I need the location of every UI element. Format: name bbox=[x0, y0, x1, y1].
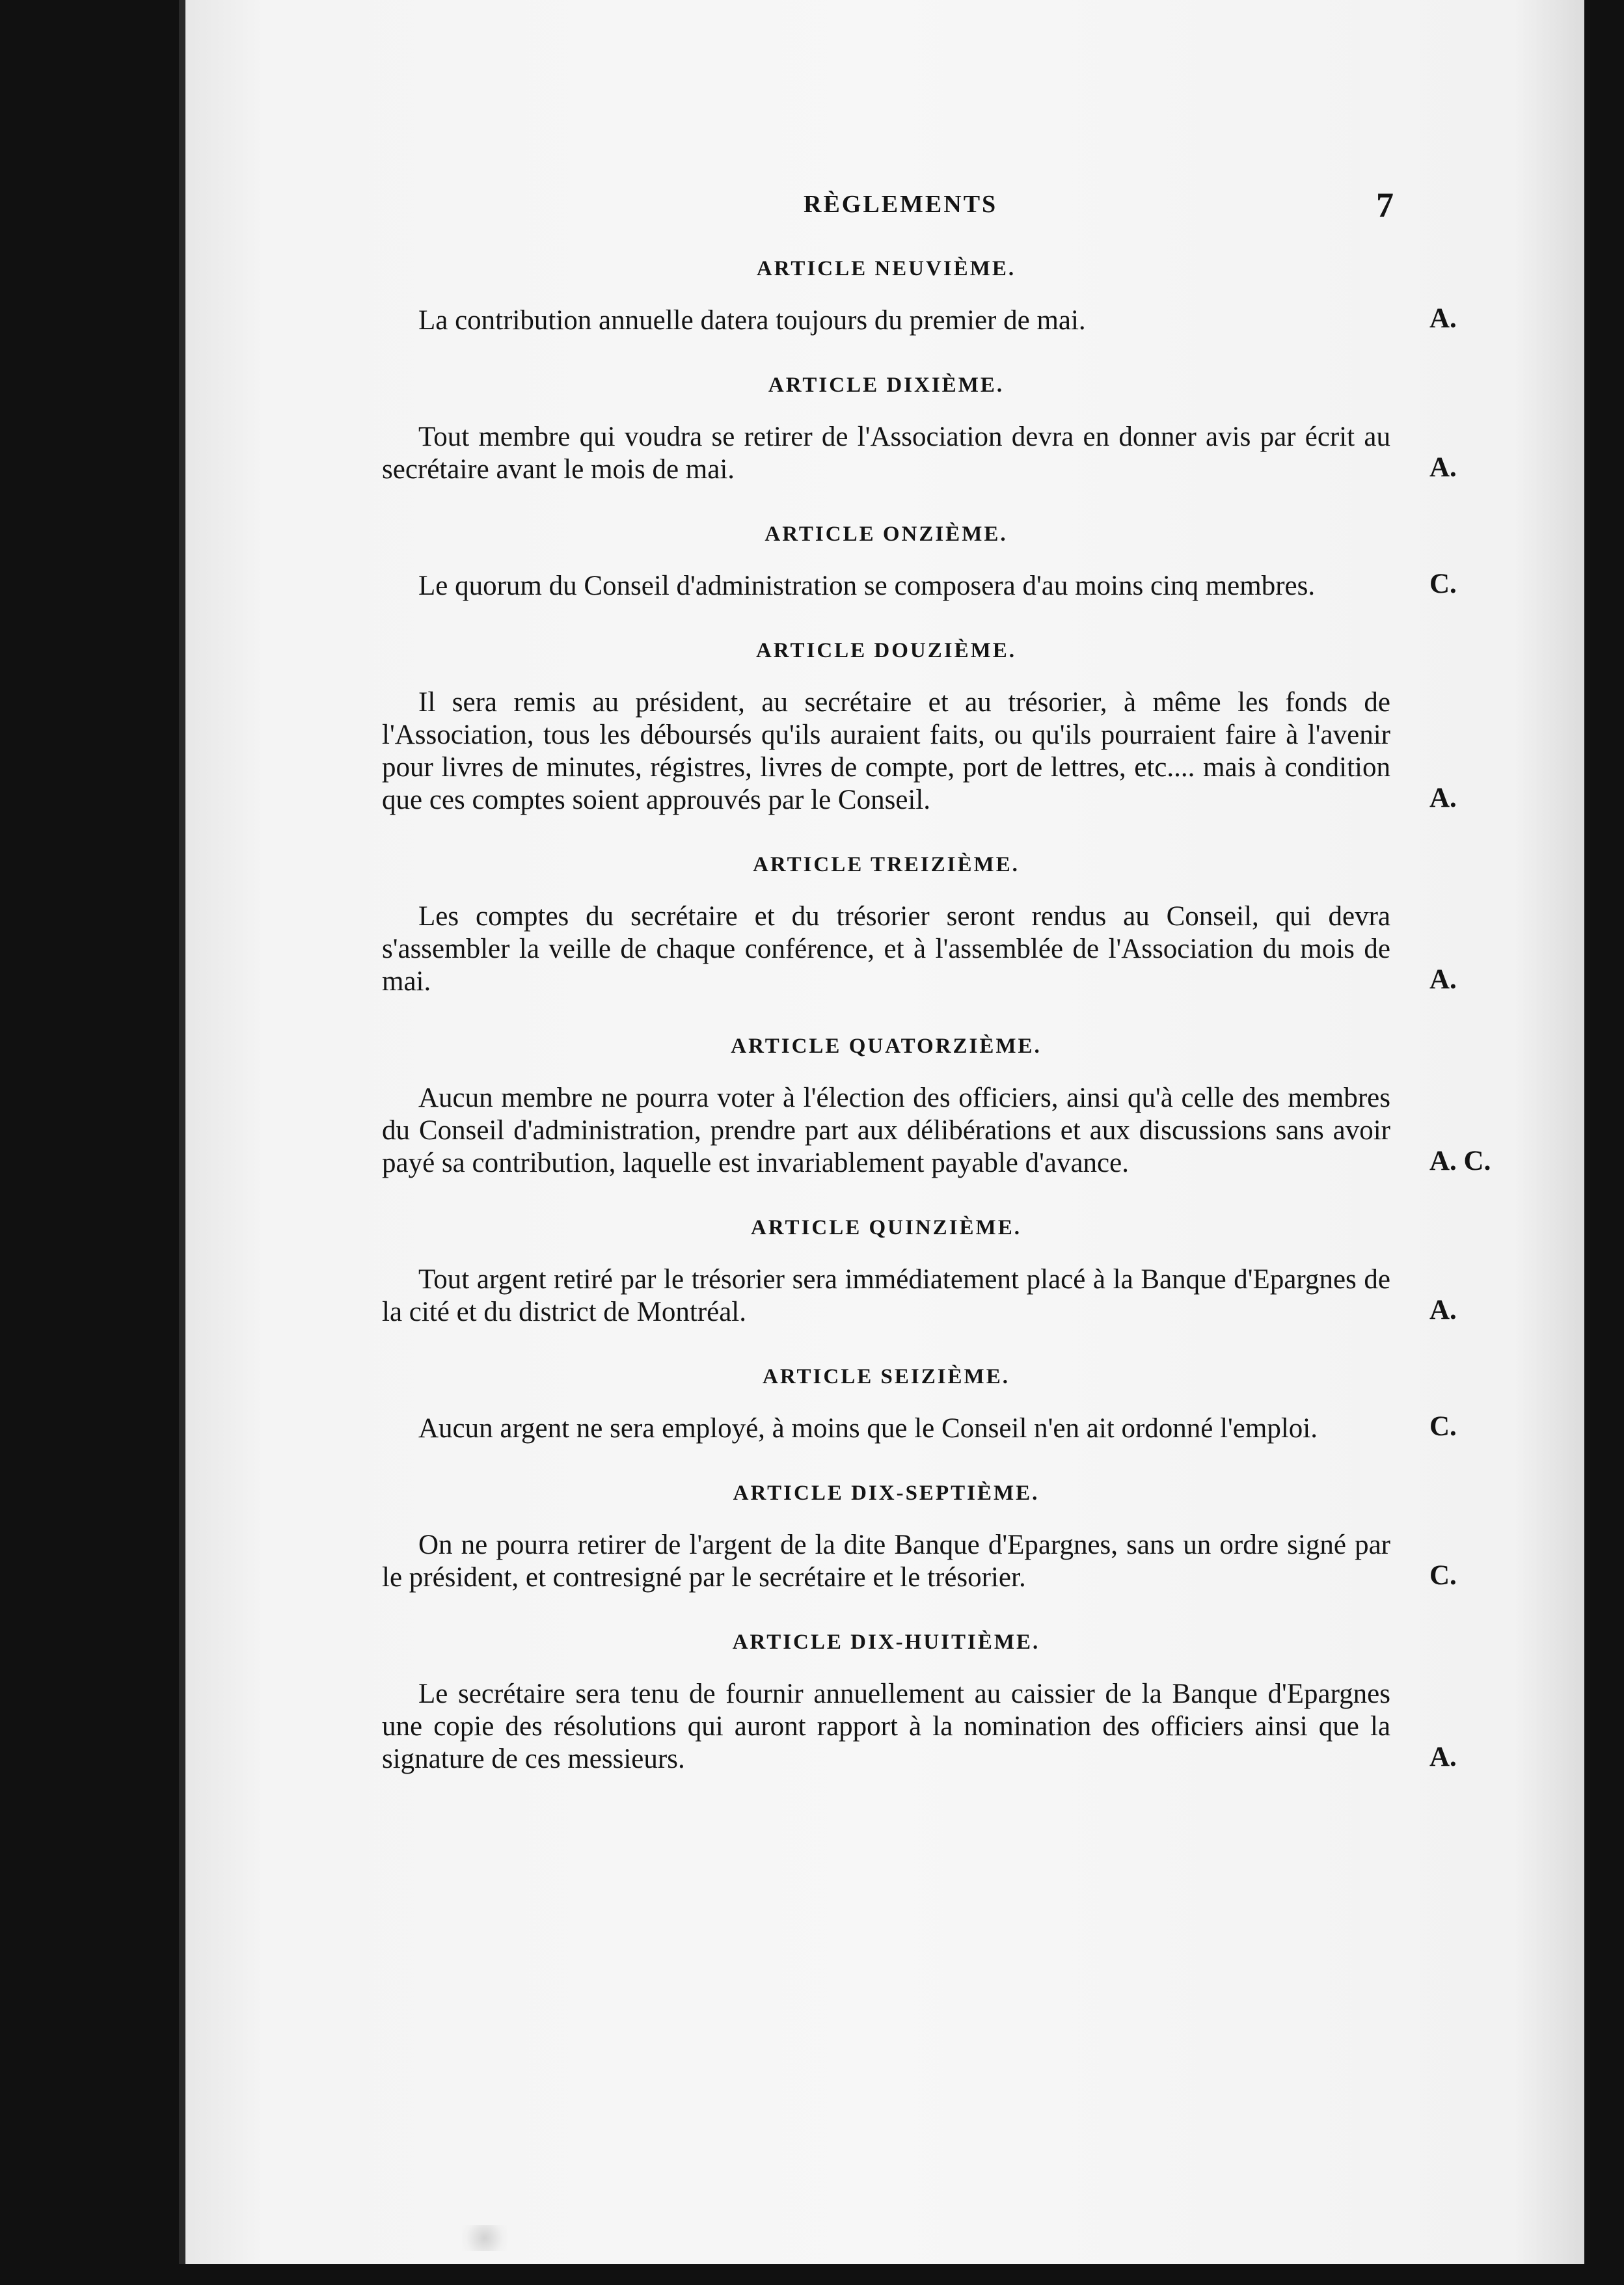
article-body bbox=[382, 686, 1573, 817]
article-text: Le secrétaire sera tenu de fournir annuellement au caissier de la Banque d'Epargnes une copie des résolutions qui auront rapport à la nomination des officiers ainsi que la signature de ces messieurs. bbox=[382, 1679, 1390, 1774]
article bbox=[382, 1630, 1573, 1776]
article-heading: ARTICLE SEIZIÈME. bbox=[763, 1365, 1010, 1388]
article-body bbox=[382, 421, 1573, 486]
article-text: Aucun argent ne sera employé, à moins que le Conseil n'en ait ordonné l'emploi. bbox=[418, 1413, 1318, 1444]
article bbox=[382, 1034, 1573, 1180]
article-heading: ARTICLE QUATORZIÈME. bbox=[731, 1034, 1042, 1058]
article-text: On ne pourra retirer de l'argent de la dite Banque d'Epargnes, sans un ordre signé par le président, et contresigné par le secrétaire et le trésorier. bbox=[382, 1530, 1390, 1593]
article-heading: ARTICLE DIX-HUITIÈME. bbox=[732, 1630, 1040, 1654]
article-heading: ARTICLE NEUVIÈME. bbox=[756, 257, 1016, 280]
article-marker: C. bbox=[1429, 1560, 1457, 1591]
article-text: Aucun membre ne pourra voter à l'élection des officiers, ainsi qu'à celle des membres du Conseil d'administration, prendre part aux délibérations et aux discussions sans avoir payé sa contribution, laquelle est invariablement payable d'avance. bbox=[382, 1083, 1390, 1178]
article-marker: C. bbox=[1429, 1411, 1457, 1442]
article-text: Le quorum du Conseil d'administration se composera d'au moins cinq membres. bbox=[418, 571, 1316, 601]
article-body bbox=[382, 1264, 1573, 1329]
article-heading: ARTICLE DIXIÈME. bbox=[768, 373, 1005, 397]
article-text: Il sera remis au président, au secrétaire et au trésorier, à même les fonds de l'Association, tous les déboursés qu'ils auraient faits, ou qu'ils pourraient faire à l'avenir pour livres de minutes, régistres, livres de compte, port de lettres, etc.... mais à condition que ces comptes soient approuvés par le Conseil. bbox=[382, 687, 1390, 815]
scan-smudge bbox=[462, 2225, 508, 2251]
page-number: 7 bbox=[1376, 185, 1394, 224]
article-body bbox=[382, 1413, 1573, 1445]
article-body bbox=[382, 304, 1573, 337]
article-marker: A. bbox=[1429, 964, 1457, 995]
article-body bbox=[382, 1082, 1573, 1180]
running-title: RÈGLEMENTS bbox=[804, 191, 998, 218]
article-body bbox=[382, 900, 1573, 998]
article-body bbox=[382, 1529, 1573, 1594]
article-heading: ARTICLE ONZIÈME. bbox=[765, 522, 1008, 546]
article bbox=[382, 522, 1573, 602]
article-heading: ARTICLE DIX-SEPTIÈME. bbox=[733, 1481, 1040, 1505]
article bbox=[382, 639, 1573, 817]
document-page bbox=[179, 0, 1584, 2264]
article-marker: C. bbox=[1429, 569, 1457, 599]
article bbox=[382, 373, 1573, 486]
article-body bbox=[382, 570, 1573, 602]
article-heading: ARTICLE QUINZIÈME. bbox=[751, 1216, 1022, 1239]
article-marker: A. bbox=[1429, 1742, 1457, 1772]
article-body bbox=[382, 1678, 1573, 1776]
article-marker: A. bbox=[1429, 452, 1457, 483]
article-marker: A. bbox=[1429, 783, 1457, 813]
article bbox=[382, 1481, 1573, 1594]
article bbox=[382, 257, 1573, 337]
article-text: Tout membre qui voudra se retirer de l'Association devra en donner avis par écrit au secrétaire avant le mois de mai. bbox=[382, 422, 1390, 485]
article-heading: ARTICLE DOUZIÈME. bbox=[755, 639, 1017, 662]
article bbox=[382, 853, 1573, 998]
articles-list bbox=[382, 257, 1573, 1812]
article-text: La contribution annuelle datera toujours du premier de mai. bbox=[418, 305, 1086, 336]
article-marker: A. bbox=[1429, 303, 1457, 334]
article bbox=[382, 1365, 1573, 1445]
page-edge bbox=[179, 0, 185, 2264]
article-text: Les comptes du secrétaire et du trésorier seront rendus au Conseil, qui devra s'assembler la veille de chaque conférence, et à l'assemblée de l'Association du mois de mai. bbox=[382, 901, 1390, 997]
article-marker: A. C. bbox=[1429, 1146, 1491, 1176]
article-heading: ARTICLE TREIZIÈME. bbox=[753, 853, 1020, 876]
article-text: Tout argent retiré par le trésorier sera immédiatement placé à la Banque d'Epargnes de la cité et du district de Montréal. bbox=[382, 1264, 1390, 1327]
article-marker: A. bbox=[1429, 1295, 1457, 1325]
article bbox=[382, 1216, 1573, 1329]
